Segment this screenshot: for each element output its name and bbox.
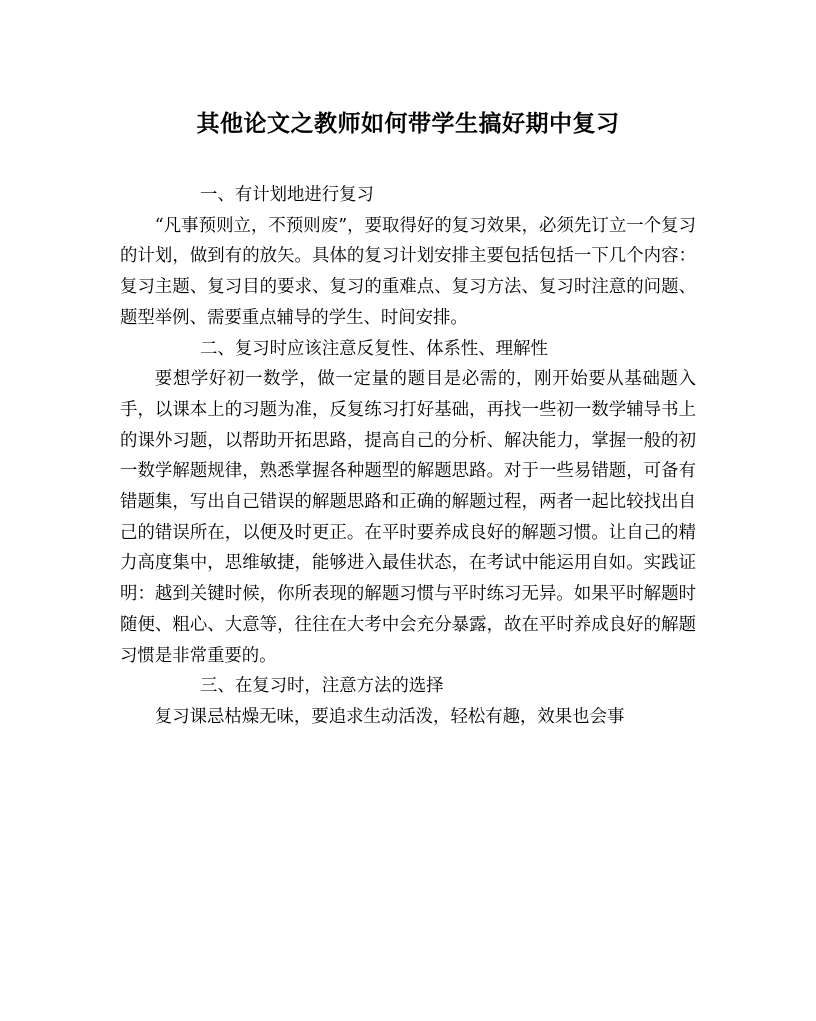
document-body xyxy=(120,180,696,733)
paragraph-3: 复习课忌枯燥无味，要追求生动活泼，轻松有趣，效果也会事 xyxy=(154,706,625,727)
paragraph-1: “凡事预则立，不预则废”，要取得好的复习效果，必须先订立一个复习的计划，做到有的放矢。具体的复习计划安排主要包括包括一下几个内容：复习主题、复习目的要求、复习的重难点、复习方法、复习时注意的问题、题型举例、需要重点辅导的学生、时间安排。 xyxy=(120,215,696,328)
paragraph-2: 要想学好初一数学，做一定量的题目是必需的，刚开始要从基础题入手，以课本上的习题为准，反复练习打好基础，再找一些初一数学辅导书上的课外习题，以帮助开拓思路，提高自己的分析、解决能力，掌握一般的初一数学解题规律，熟悉掌握各种题型的解题思路。对于一些易错题，可备有错题集，写出自己错误的解题思路和正确的解题过程，两者一起比较找出自己的错误所在，以便及时更正。在平时要养成良好的解题习惯。让自己的精力高度集中，思维敏捷，能够进入最佳状态，在考试中能运用自如。实践证明：越到关键时候，你所表现的解题习惯与平时练习无异。如果平时解题时随便、粗心、大意等，往往在大考中会充分暴露，故在平时养成良好的解题习惯是非常重要的。 xyxy=(120,369,696,666)
section-heading-1: 一、有计划地进行复习 xyxy=(200,185,374,205)
section-heading-3: 三、在复习时，注意方法的选择 xyxy=(200,676,444,697)
document-title: 其他论文之教师如何带学生搞好期中复习 xyxy=(196,110,620,137)
section-heading-2: 二、复习时应该注意反复性、体系性、理解性 xyxy=(200,338,548,359)
